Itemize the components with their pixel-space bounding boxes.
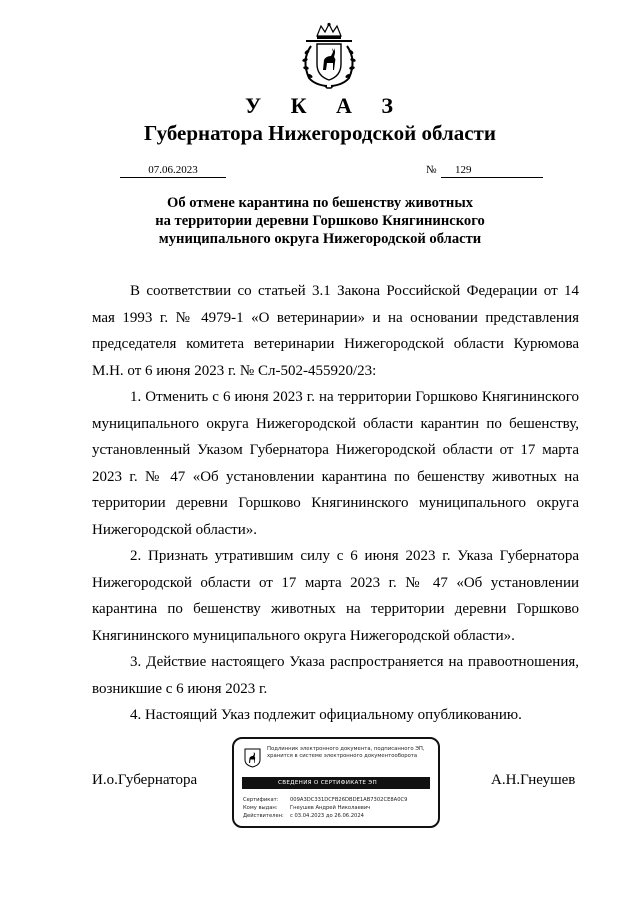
stamp-value: с 03.04.2023 до 26.06.2024 [290, 813, 364, 820]
number-label: № [426, 164, 437, 176]
signatory-position: И.о.Губернатора [92, 772, 198, 788]
stamp-header-line: Подлинник электронного документа, подписанного ЭП, [267, 746, 425, 752]
stamp-value: 009A3DC331DCFB26DBDE1AB7302CE8A0C9 [290, 797, 408, 803]
stamp-header-line: хранится в системе электронного документооборота [267, 753, 418, 759]
registration-date: 07.06.2023 [120, 163, 226, 178]
preamble-paragraph: В соответствии со статьей 3.1 Закона Российской Федерации от 14 мая 1993 г. № 4979-1 «О ветеринарии» и на основании представления председателя комитета ветеринарии Нижегородской области Курюмова М.Н. от 6 июня 2023 г. № Сл-502-455920/23: [92, 283, 579, 379]
clause-paragraph: 2. Признать утратившим силу с 6 июня 2023 г. Указа Губернатора Нижегородской области от 17 марта 2023 г. № 47 «Об установлении карантина по бешенству животных на территории деревни Горшково Княгининского муниципального округа Нижегородской области». [92, 548, 579, 644]
heading-line: муниципального округа Нижегородской области [158, 231, 482, 247]
coat-of-arms-icon [297, 22, 361, 90]
electronic-signature-stamp [232, 737, 440, 828]
heading-line: Об отмене карантина по бешенству животных [166, 195, 474, 211]
document-heading [0, 194, 640, 248]
stamp-issued-to-row [243, 804, 433, 812]
stamp-valid-row [243, 812, 433, 820]
stamp-header [267, 746, 435, 760]
coat-of-arms-icon [244, 748, 261, 768]
stamp-value: Гнеушев Андрей Николаевич [290, 805, 371, 812]
heading-line: на территории деревни Горшково Княгининского [155, 213, 485, 229]
clause-paragraph: 1. Отменить с 6 июня 2023 г. на территории Горшково Княгининского муниципального округа Нижегородской области карантин по бешенству, установленный Указом Губернатора Нижегородской области от 17 марта 2023 г. № 47 «Об установлении карантина по бешенству животных на территории деревни Горшково Княгининского муниципального округа Нижегородской области». [92, 389, 579, 538]
issuer-title: Губернатора Нижегородской области [144, 121, 496, 145]
clause-paragraph: 3. Действие настоящего Указа распространяется на правоотношения, возникшие с 6 июня 2023 г. [92, 654, 579, 697]
stamp-label: Кому выдан: [243, 805, 278, 812]
stamp-certificate-bar: СВЕДЕНИЯ О СЕРТИФИКАТЕ ЭП [242, 777, 430, 789]
signatory-name: А.Н.Гнеушев [491, 772, 576, 788]
stamp-label: Действителен: [243, 813, 284, 820]
stamp-label: Сертификат: [243, 797, 279, 803]
document-body [92, 278, 579, 729]
registration-number: 129 [441, 163, 543, 178]
stamp-details [243, 796, 433, 821]
stamp-certificate-row [243, 796, 433, 804]
clause-paragraph: 4. Настоящий Указ подлежит официальному опубликованию. [130, 707, 522, 723]
document-type-title: У К А З [244, 93, 406, 118]
